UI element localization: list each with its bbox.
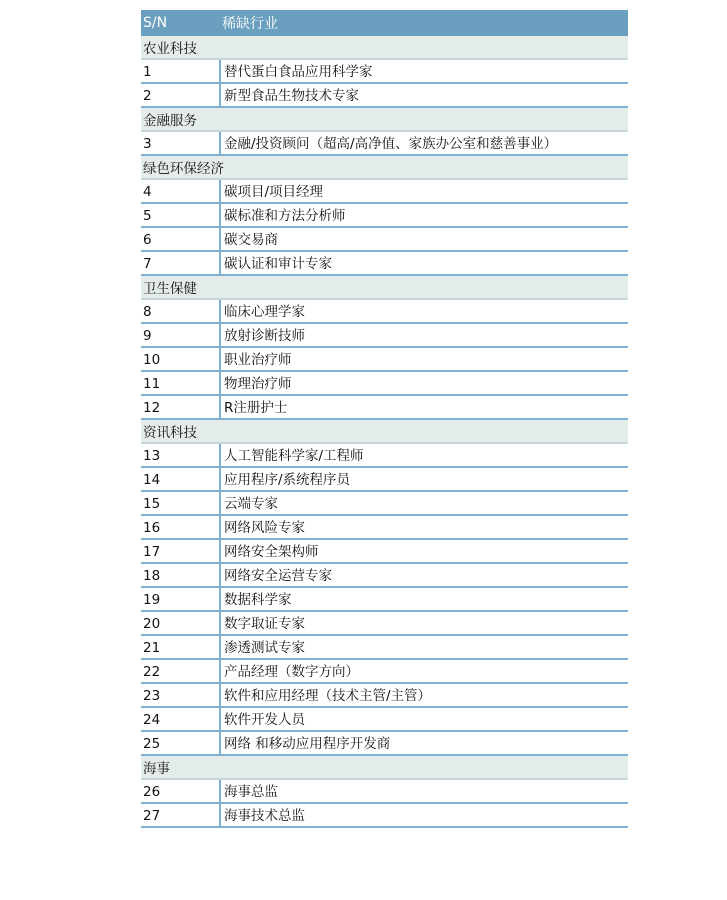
row-sn: 22 [143, 664, 161, 680]
table-row [141, 300, 628, 324]
row-industry: 网络风险专家 [219, 516, 628, 538]
row-industry: 物理治疗师 [219, 372, 628, 394]
row-sn: 5 [143, 208, 152, 224]
row-sn: 27 [143, 808, 161, 824]
category-row: 农业科技 [141, 36, 628, 60]
row-industry: 替代蛋白食品应用科学家 [219, 60, 628, 82]
table-body [141, 36, 628, 828]
table-row [141, 564, 628, 588]
table-row [141, 540, 628, 564]
row-industry: 云端专家 [219, 492, 628, 514]
table-row [141, 660, 628, 684]
table-row [141, 492, 628, 516]
table-row [141, 348, 628, 372]
row-sn: 9 [143, 328, 152, 344]
header-sn: S/N [143, 15, 168, 31]
row-industry: 海事技术总监 [219, 804, 628, 826]
row-industry: 碳标准和方法分析师 [219, 204, 628, 226]
row-sn: 7 [143, 256, 152, 272]
table-row [141, 204, 628, 228]
scarce-industries-table [141, 10, 628, 828]
row-industry: 产品经理（数字方向） [219, 660, 628, 682]
row-industry: 海事总监 [219, 780, 628, 802]
table-row [141, 612, 628, 636]
row-sn: 3 [143, 136, 152, 152]
row-sn: 13 [143, 448, 161, 464]
row-industry: 软件开发人员 [219, 708, 628, 730]
table-row [141, 372, 628, 396]
row-industry: 碳交易商 [219, 228, 628, 250]
table-row [141, 588, 628, 612]
table-row [141, 396, 628, 420]
row-sn: 11 [143, 376, 161, 392]
table-row [141, 60, 628, 84]
table-row [141, 804, 628, 828]
row-industry: 人工智能科学家/工程师 [219, 444, 628, 466]
row-sn: 12 [143, 400, 161, 416]
row-industry: 职业治疗师 [219, 348, 628, 370]
table-header [141, 10, 628, 36]
row-industry: 临床心理学家 [219, 300, 628, 322]
row-sn: 10 [143, 352, 161, 368]
row-sn: 16 [143, 520, 161, 536]
table-row [141, 516, 628, 540]
row-industry: 网络安全架构师 [219, 540, 628, 562]
row-sn: 24 [143, 712, 161, 728]
row-sn: 17 [143, 544, 161, 560]
row-sn: 25 [143, 736, 161, 752]
table-row [141, 684, 628, 708]
row-sn: 2 [143, 88, 152, 104]
table-row [141, 732, 628, 756]
table-row [141, 84, 628, 108]
table-row [141, 252, 628, 276]
category-row: 绿色环保经济 [141, 156, 628, 180]
table-row [141, 708, 628, 732]
table-row [141, 780, 628, 804]
row-industry: 放射诊断技师 [219, 324, 628, 346]
row-industry: 应用程序/系统程序员 [219, 468, 628, 490]
category-row: 资讯科技 [141, 420, 628, 444]
row-industry: 网络安全运营专家 [219, 564, 628, 586]
row-industry: 数据科学家 [219, 588, 628, 610]
table-row [141, 180, 628, 204]
row-sn: 21 [143, 640, 161, 656]
category-row: 卫生保健 [141, 276, 628, 300]
table-row [141, 228, 628, 252]
row-sn: 8 [143, 304, 152, 320]
row-sn: 20 [143, 616, 161, 632]
row-industry: 渗透测试专家 [219, 636, 628, 658]
row-sn: 18 [143, 568, 161, 584]
table-row [141, 636, 628, 660]
category-row: 海事 [141, 756, 628, 780]
category-row: 金融服务 [141, 108, 628, 132]
header-industry: 稀缺行业 [222, 16, 278, 32]
row-sn: 1 [143, 64, 152, 80]
row-sn: 19 [143, 592, 161, 608]
row-sn: 23 [143, 688, 161, 704]
row-sn: 6 [143, 232, 152, 248]
row-industry: 新型食品生物技术专家 [219, 84, 628, 106]
table-row [141, 444, 628, 468]
table-row [141, 468, 628, 492]
table-row [141, 324, 628, 348]
table-row [141, 132, 628, 156]
row-industry: 碳认证和审计专家 [219, 252, 628, 274]
row-sn: 14 [143, 472, 161, 488]
row-sn: 15 [143, 496, 161, 512]
row-industry: R注册护士 [219, 396, 628, 418]
row-sn: 4 [143, 184, 152, 200]
row-industry: 数字取证专家 [219, 612, 628, 634]
row-industry: 碳项目/项目经理 [219, 180, 628, 202]
row-industry: 金融/投资顾问（超高/高净值、家族办公室和慈善事业） [219, 132, 628, 154]
row-industry: 软件和应用经理（技术主管/主管） [219, 684, 628, 706]
row-industry: 网络 和移动应用程序开发商 [219, 732, 628, 754]
row-sn: 26 [143, 784, 161, 800]
